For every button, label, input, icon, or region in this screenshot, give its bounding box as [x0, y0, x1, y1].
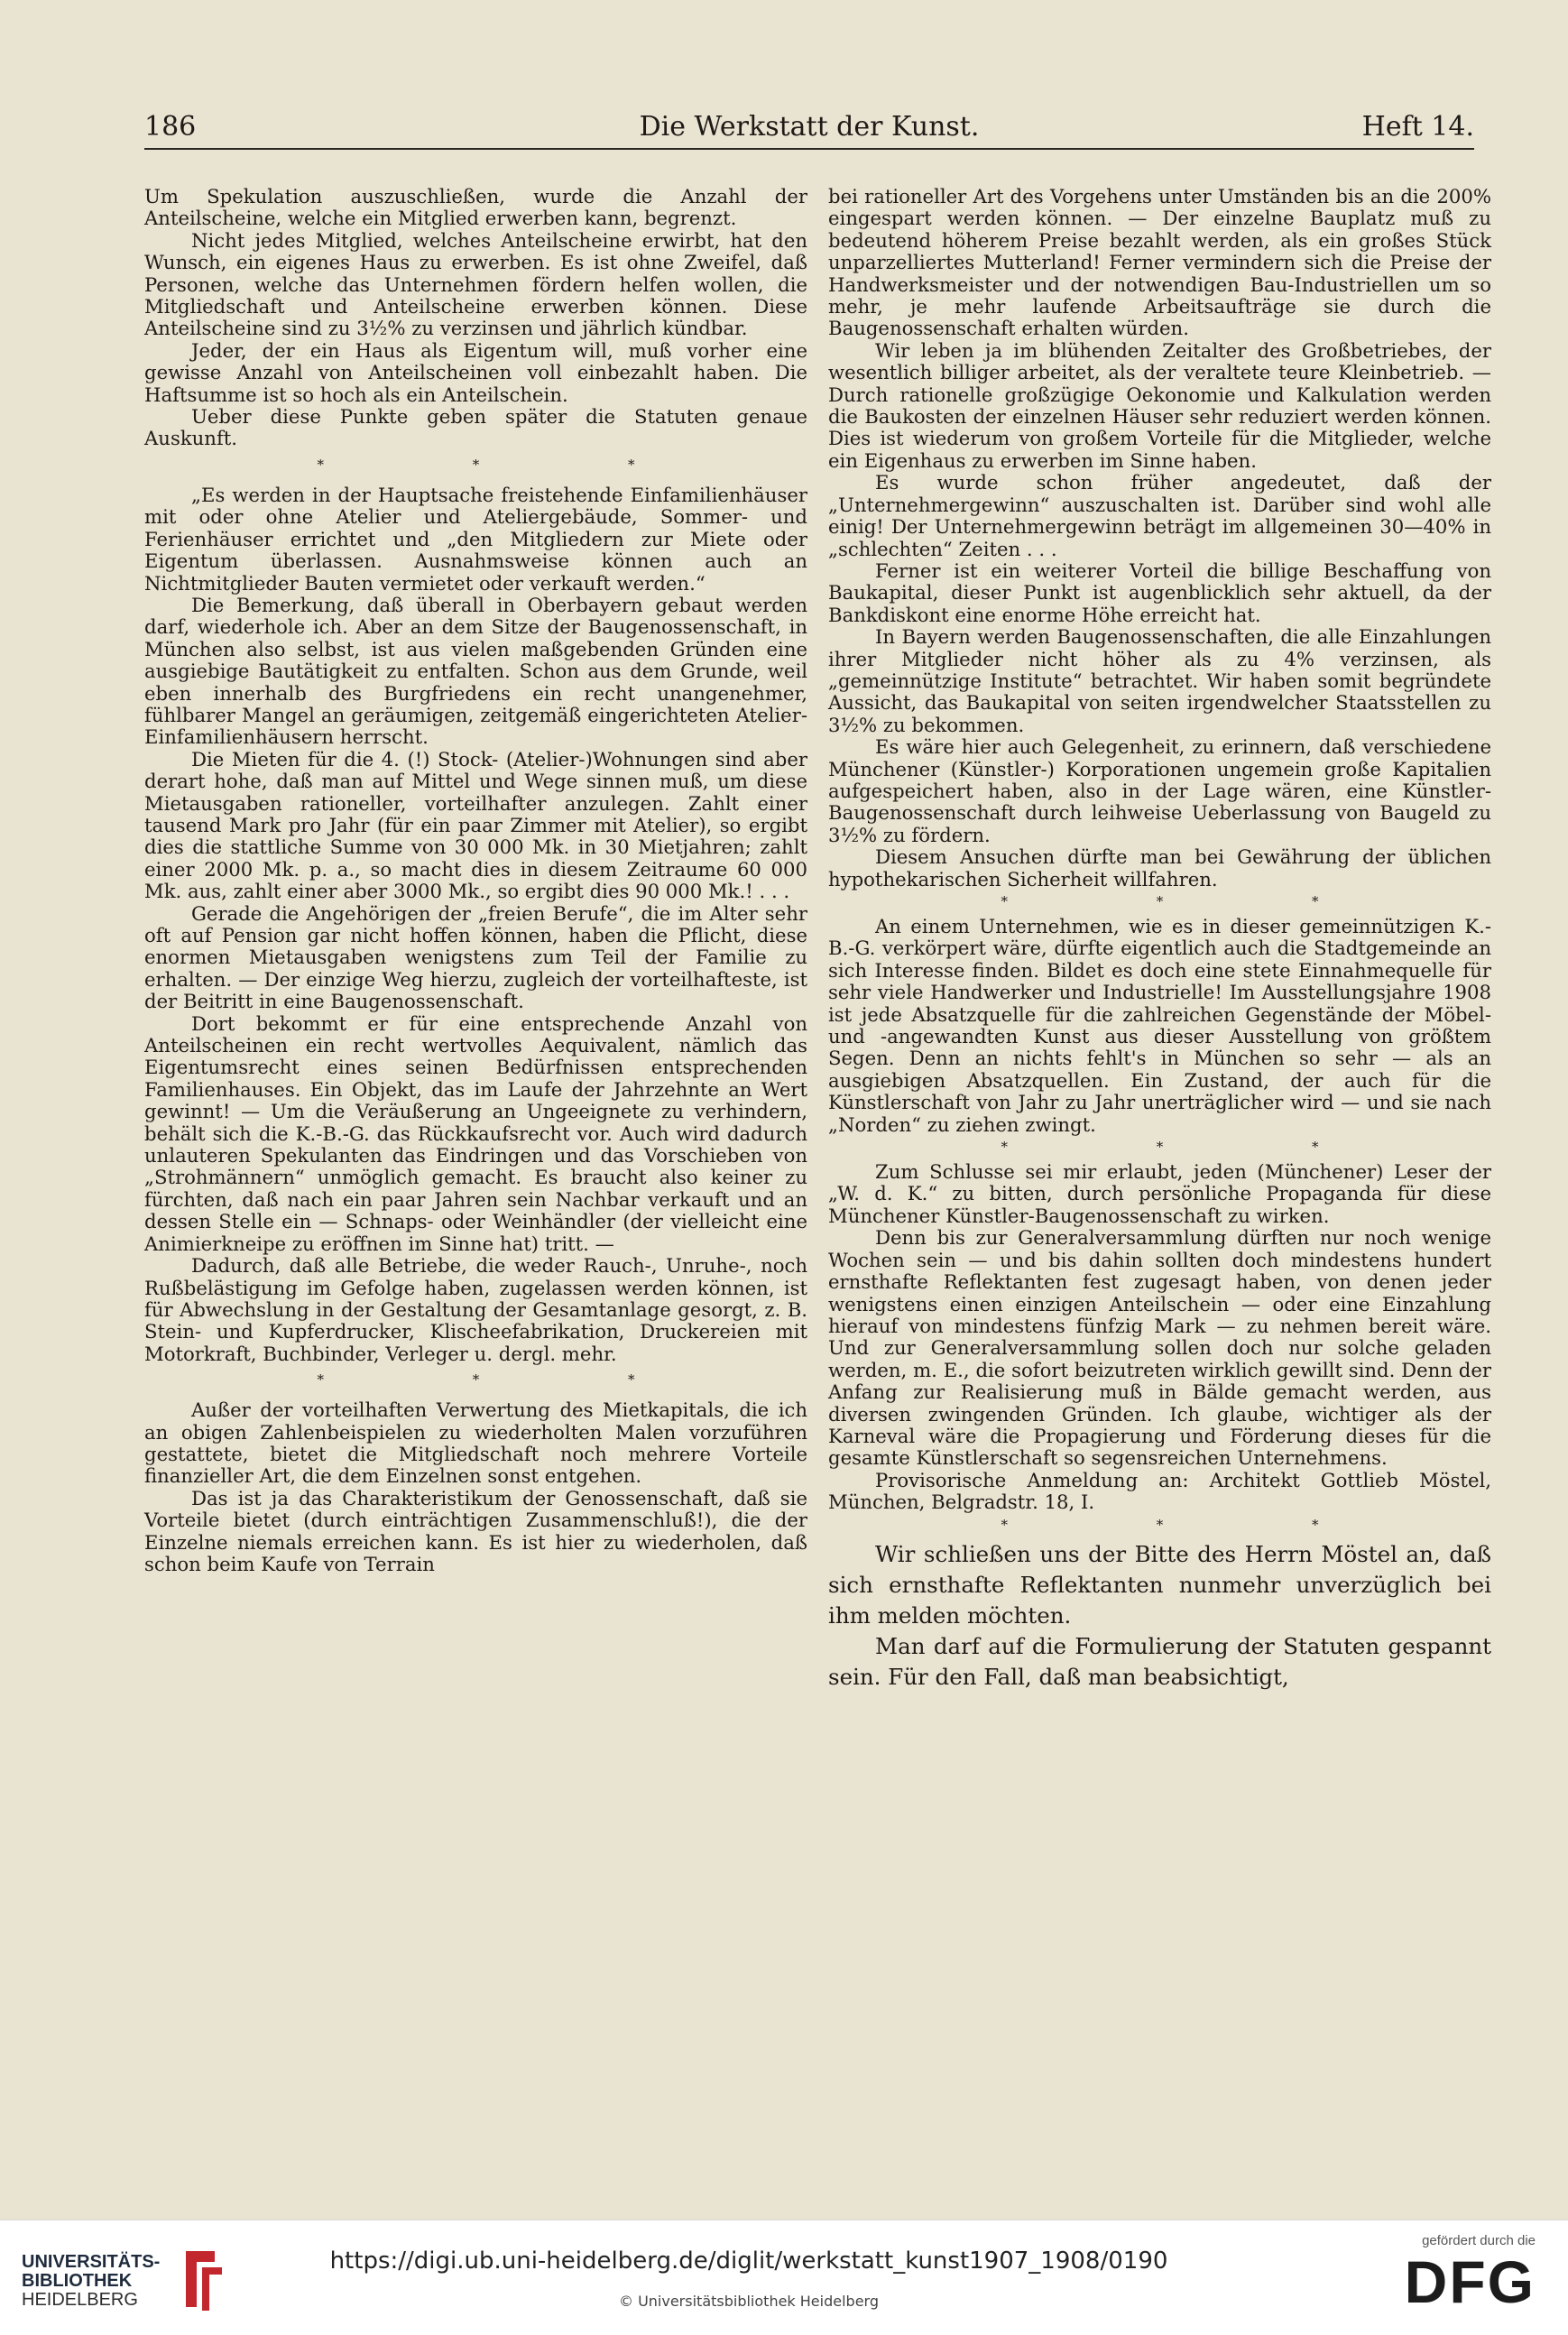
paragraph: Diesem Ansuchen dürfte man bei Gewährung der üblichen hypothekarischen Sicherheit willfahren. [828, 845, 1491, 891]
dfg-logo[interactable] [1355, 2233, 1536, 2323]
paragraph: Dort bekommt er für eine entsprechende Anzahl von Anteilscheinen ein recht wertvolles Aequivalent, nämlich das Eigentumsrecht eines seinen Bedürfnissen entsprechenden Familienhauses. Ein Objekt, das im Laufe der Jahrzehnte an Wert gewinnt! — Um die Veräußerung an Ungeeignete zu verhindern, behält sich die K.-B.-G. das Rückkaufsrecht vor. Auch wird dadurch unlauteren Spekulanten das Eindringen und das Vorschieben von „Strohmännern“ unmöglich gemacht. Es braucht also keiner zu fürchten, daß nach ein paar Jahren sein Nachbar verkauft und an dessen Stelle ein — Schnaps- oder Weinhändler (der vielleicht eine Animierkneipe zu eröffnen im Sinne hat) tritt. — [144, 1011, 807, 1255]
editorial-note [828, 1539, 1491, 1693]
paragraph: Das ist ja das Charakteristikum der Genossenschaft, daß sie Vorteile bietet (durch einträchtigen Zusammenschluß!), die der Einzelne niemals erreichen kann. Es ist hier zu wiederholen, daß schon beim Kaufe von Terrain [144, 1486, 807, 1575]
page-number: 186 [144, 111, 197, 143]
journal-title: Die Werkstatt der Kunst. [639, 111, 980, 143]
right-column [828, 186, 1491, 1693]
permalink-url[interactable]: https://digi.ub.uni-heidelberg.de/diglit/werkstatt_kunst1907_1908/0190 [329, 2247, 1168, 2275]
paragraph: Denn bis zur Generalversammlung dürften nur noch wenige Wochen sein — und bis dahin sollten doch mindestens hundert ernsthafte Reflektanten fest zugesagt haben, von denen jeder wenigstens einen einzigen Anteilschein — oder eine Einzahlung hierauf von mindestens fünfzig Mark — zu nehmen bereit wäre. Und zur Generalversammlung sollen doch nur solche geladen werden, m. E., die sofort beizutreten wirklich gewillt sind. Denn der Anfang zur Realisierung muß in Bälde gemacht werden, aus diversen zwingenden Gründen. Ich glaube, wichtiger als der Karneval wäre die Propagierung und Förderung dieses für die gesamte Künstlerschaft so segensreichen Unternehmens. [828, 1226, 1491, 1470]
paragraph: bei rationeller Art des Vorgehens unter Umständen bis an die 200% eingespart werden können. — Der einzelne Bauplatz muß zu bedeutend höherem Preise bezahlt werden, als ein großes Stück unparzelliertes Mutterland! Ferner vermindern sich die Preise der Handwerksmeister und der notwendigen Bau-Industriellen um so mehr, je mehr laufende Arbeitsaufträge sie durch die Baugenossenschaft erhalten würden. [828, 185, 1491, 340]
paragraph: Nicht jedes Mitglied, welches Anteilscheine erwirbt, hat den Wunsch, ein eigenes Haus zu erwerben. Es ist ohne Zweifel, daß Personen, welche das Unternehmen fördern helfen wollen, die Mitgliedschaft und Anteilscheine erwerben können. Diese Anteilscheine sind zu 3½% zu verzinsen und jährlich kündbar. [144, 228, 807, 340]
section-separator: * * * [317, 456, 707, 473]
section-separator: * * * [1001, 1516, 1391, 1533]
copyright-notice: © Universitätsbibliothek Heidelberg [618, 2293, 879, 2310]
ub-logo-mark-icon [175, 2244, 229, 2316]
paragraph: Wir schließen uns der Bitte des Herrn Möstel an, daß sich ernsthafte Reflektanten nunmehr unverzüglich bei ihm melden möchten. [828, 1540, 1491, 1629]
paragraph: Die Mieten für die 4. (!) Stock- (Atelier-)Wohnungen sind aber derart hohe, daß man auf Mittel und Wege sinnen muß, um diese Mietausgaben rationeller, vorteilhafter anzulegen. Zahlt einer tausend Mark pro Jahr (für ein paar Zimmer mit Atelier), so ergibt dies die stattliche Summe von 30 000 Mk. in 30 Mietjahren; zahlt einer 2000 Mk. p. a., so macht dies in diesem Zeitraume 60 000 Mk. aus, zahlt einer aber 3000 Mk., so ergibt dies 90 000 Mk.! . . . [144, 747, 807, 903]
paragraph: Wir leben ja im blühenden Zeitalter des Großbetriebes, der wesentlich billiger arbeitet, als der veraltete teure Kleinbetrieb. — Durch rationelle großzügige Oekonomie und Kalkulation werden die Baukosten der einzelnen Häuser sehr reduziert werden können. Dies ist wiederum von großem Vorteile für die Mitglieder, welche ein Eigenhaus zu erwerben im Sinne haben. [828, 338, 1491, 472]
paragraph: Außer der vorteilhaften Verwertung des Mietkapitals, die ich an obigen Zahlenbeispielen zu wiederholten Malen vorzuführen gestattete, bietet die Mitgliedschaft noch mehrere Vorteile finanzieller Art, die dem Einzelnen sonst entgehen. [144, 1398, 807, 1488]
paragraph: Ueber diese Punkte geben später die Statuten genaue Auskunft. [144, 405, 807, 450]
paragraph: Die Bemerkung, daß überall in Oberbayern gebaut werden darf, wiederhole ich. Aber an dem Sitze der Baugenossenschaft, in München also selbst, ist aus vielen maßgebenden Gründen eine ausgiebige Bautätigkeit zu entfalten. Schon aus dem Grunde, weil eben innerhalb des Burgfriedens ein recht unangenehmer, fühlbarer Mangel an geräumigen, zeitgemäß eingerichteten Atelier-Einfamilienhäusern herrscht. [144, 593, 807, 749]
paragraph: Zum Schlusse sei mir erlaubt, jeden (Münchener) Leser der „W. d. K.“ zu bitten, durch persönliche Propaganda für diese Münchener Künstler-Baugenossenschaft zu wirken. [828, 1160, 1491, 1227]
paragraph: Provisorische Anmeldung an: Architekt Gottlieb Möstel, München, Belgradstr. 18, I. [828, 1468, 1491, 1514]
library-logo[interactable] [22, 2249, 238, 2312]
library-name-line: HEIDELBERG [22, 2290, 138, 2310]
funder-name: DFG [1404, 2248, 1536, 2315]
library-name-line: BIBLIOTHEK [22, 2271, 133, 2291]
section-separator: * * * [1001, 1139, 1391, 1156]
paragraph: Es wäre hier auch Gelegenheit, zu erinnern, daß verschiedene Münchener (Künstler-) Korporationen ungemein große Kapitalien aufgespeichert haben, also in der Lage wären, eine Künstler-Baugenossenschaft durch leihweise Ueberlassung von Baugeld zu 3½% zu fördern. [828, 735, 1491, 846]
paragraph: Jeder, der ein Haus als Eigentum will, muß vorher eine gewisse Anzahl von Anteilscheinen voll einbezahlt haben. Die Haftsumme ist so hoch als ein Anteilschein. [144, 338, 807, 406]
library-name-line: UNIVERSITÄTS- [22, 2252, 161, 2272]
page-header [144, 106, 1474, 150]
paragraph: Gerade die Angehörigen der „freien Berufe“, die im Alter sehr oft auf Pension gar nicht hoffen können, haben die Pflicht, diese enormen Mietausgaben wenigstens zum Teil der Familie zu erhalten. — Der einzige Weg hierzu, zugleich der vorteilhafteste, ist der Beitritt in eine Baugenossenschaft. [144, 901, 807, 1013]
paragraph: Um Spekulation auszuschließen, wurde die Anzahl der Anteilscheine, welche ein Mitglied erwerben kann, begrenzt. [144, 185, 807, 230]
funded-by-label: gefördert durch die [1422, 2233, 1536, 2248]
section-separator: * * * [1001, 893, 1391, 909]
paragraph: Ferner ist ein weiterer Vorteil die billige Beschaffung von Baukapital, dieser Punkt ist augenblicklich sehr aktuell, da der Bankdiskont eine enorme Höhe erreicht hat. [828, 558, 1491, 626]
left-column [144, 186, 807, 1575]
issue-number: Heft 14. [1361, 111, 1474, 143]
section-separator: * * * [317, 1371, 707, 1389]
paragraph: In Bayern werden Baugenossenschaften, die alle Einzahlungen ihrer Mitglieder nicht höher als zu 4% verzinsen, als „gemeinnützige Institute“ betrachtet. Wir haben somit begründete Aussicht, das Baukapital von seiten irgendwelcher Staatsstellen zu 3½% zu bekommen. [828, 625, 1491, 736]
paragraph: An einem Unternehmen, wie es in dieser gemeinnützigen K.-B.-G. verkörpert wäre, dürfte eigentlich auch die Stadtgemeinde an sich Interesse finden. Bildet es doch eine stete Einnahmequelle für sehr viele Handwerker und Industrielle! Im Ausstellungsjahre 1908 ist jede Absatzquelle für die zahlreichen Gegenstände der Möbel- und -angewandten Kunst aus dieser Ausstellung von größtem Segen. Denn an nichts fehlt's in München so sehr — als an ausgiebigen Absatzquellen. Ein Zustand, der auch für die Künstlerschaft von Jahr zu Jahr unerträglicher wird — und sie nach „Norden“ zu ziehen zwingt. [828, 915, 1491, 1136]
viewer-footer [0, 2220, 1568, 2335]
paragraph: Dadurch, daß alle Betriebe, die weder Rauch-, Unruhe-, noch Rußbelästigung im Gefolge haben, zugelassen werden können, ist für Abwechslung in der Gestaltung der Gesamtanlage gesorgt, z. B. Stein- und Kupferdrucker, Klischeefabrikation, Druckereien mit Motorkraft, Buchbinder, Verleger u. dergl. mehr. [144, 1254, 807, 1365]
paragraph: Man darf auf die Formulierung der Statuten gespannt sein. Für den Fall, daß man beabsichtigt, [828, 1632, 1491, 1690]
paragraph: „Es werden in der Hauptsache freistehende Einfamilienhäuser mit oder ohne Atelier und Ateliergebäude, Sommer- und Ferienhäuser errichtet und „den Mitgliedern zur Miete oder Eigentum überlassen. Ausnahmsweise können auch an Nichtmitglieder Bauten vermietet oder verkauft werden.“ [144, 483, 807, 595]
paragraph: Es wurde schon früher angedeutet, daß der „Unternehmergewinn“ auszuschalten ist. Darüber sind wohl alle einig! Der Unternehmergewinn beträgt im allgemeinen 30—40% in „schlechten“ Zeiten . . . [828, 471, 1491, 560]
